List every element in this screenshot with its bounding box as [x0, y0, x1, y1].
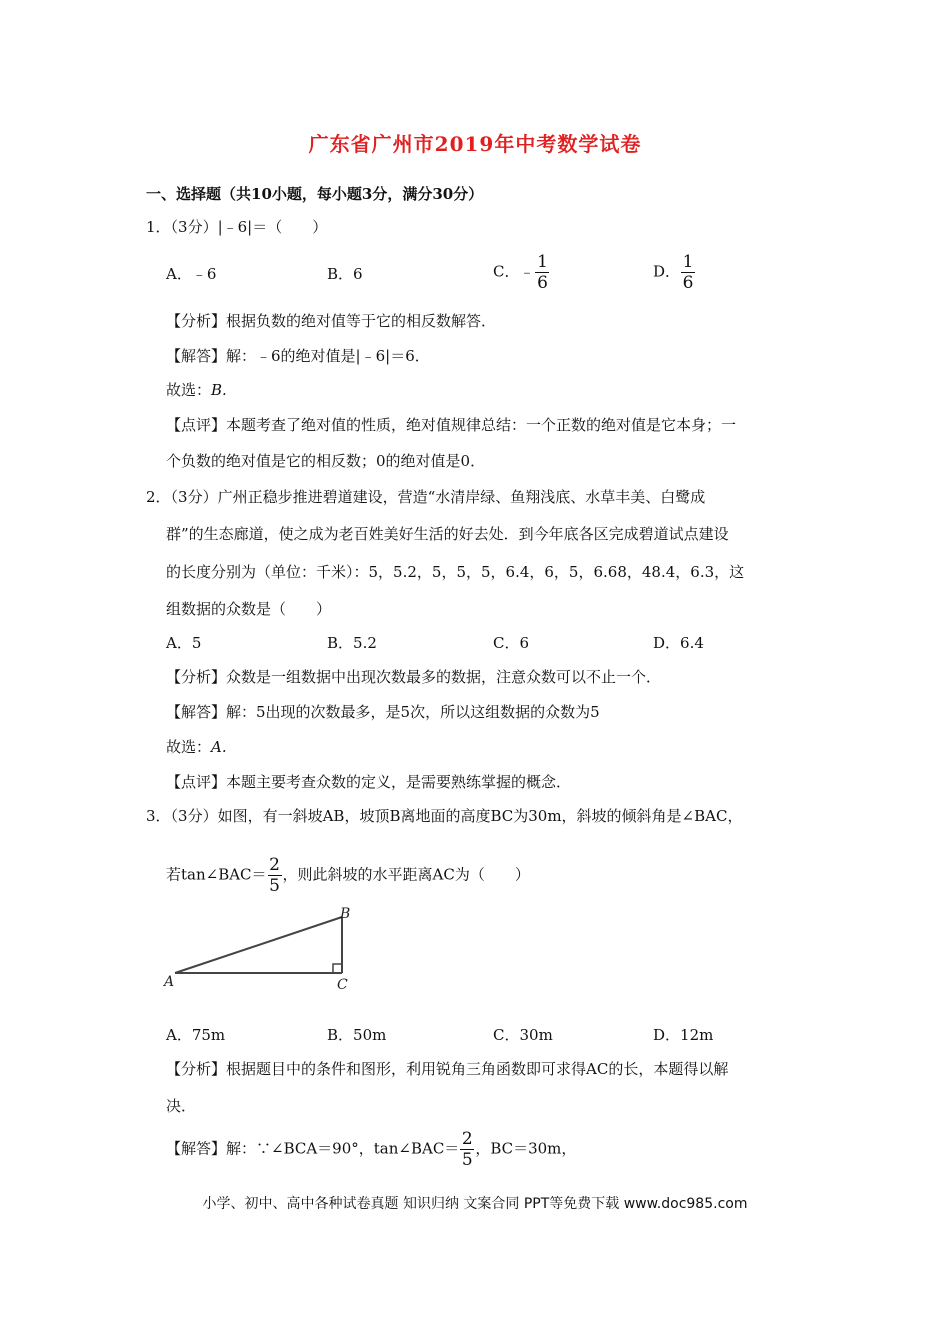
- q3-stem-line2: [166, 856, 530, 895]
- q2-stem-line2: 群”的生态廊道，使之成为老百姓美好生活的好去处．到今年底各区完成碧道试点建设: [166, 525, 729, 543]
- q1-option-d-fraction: [681, 253, 695, 292]
- q2-option-a: A．5: [166, 634, 202, 652]
- q3-stem-line2-pre: 若tan∠BAC＝: [166, 865, 267, 884]
- q2-option-d: D．6.4: [653, 634, 704, 652]
- q3-answer-post: ，BC＝30m，: [475, 1139, 577, 1158]
- choice-prefix: 故选：: [166, 381, 212, 399]
- q1-answer: 【解答】解：﹣6的绝对值是|﹣6|＝6．: [166, 347, 430, 365]
- fraction-denominator: 6: [682, 273, 694, 293]
- fraction-numerator: 1: [682, 252, 694, 272]
- vertex-label-b: B: [340, 906, 351, 922]
- q2-answer: 【解答】解：5出现的次数最多，是5次，所以这组数据的众数为5: [166, 703, 600, 721]
- slope-line-ab: [175, 917, 342, 973]
- q3-option-b: B．50m: [327, 1026, 387, 1044]
- slope-triangle-figure: [160, 900, 370, 1000]
- q3-stem-line2-post: ，则此斜坡的水平距离AC为（ ）: [282, 865, 530, 884]
- q3-analysis-line2: 决．: [166, 1097, 197, 1115]
- q1-option-c: [493, 253, 550, 292]
- q1-stem: 1．（3分）|﹣6|＝（ ）: [146, 218, 328, 236]
- q3-analysis-line1: 【分析】根据题目中的条件和图形，利用锐角三角函数即可求得AC的长，本题得以解: [166, 1060, 729, 1078]
- fraction-denominator: 6: [537, 273, 548, 293]
- vertex-label-a: A: [164, 974, 175, 990]
- q2-stem-line1: 2．（3分）广州正稳步推进碧道建设，营造“水清岸绿、鱼翔浅底、水草丰美、白鹭成: [146, 488, 706, 506]
- q1-analysis: 【分析】根据负数的绝对值等于它的相反数解答．: [166, 312, 497, 330]
- q1-choice: [166, 379, 227, 400]
- q3-option-a: A．75m: [166, 1026, 226, 1044]
- fraction-denominator: 5: [461, 1150, 473, 1170]
- fraction-numerator: 2: [269, 855, 280, 875]
- page-title: 广东省广州市2019年中考数学试卷: [308, 132, 642, 156]
- q2-comment: 【点评】本题主要考查众数的定义，是需要熟练掌握的概念．: [166, 773, 572, 791]
- q2-option-b: B．5.2: [327, 634, 377, 652]
- q1-option-c-prefix: C．﹣: [493, 262, 535, 281]
- q1-option-d-prefix: D．: [653, 262, 681, 281]
- q3-stem-line1: 3．（3分）如图，有一斜坡AB，坡顶B离地面的高度BC为30m，斜坡的倾斜角是∠BAC，: [146, 807, 743, 825]
- q3-answer-fraction: [460, 1130, 474, 1169]
- choice-letter: B.: [211, 381, 227, 399]
- q3-option-c: C．30m: [493, 1026, 553, 1044]
- right-angle-mark: [333, 964, 342, 973]
- q1-comment-line1: 【点评】本题考查了绝对值的性质，绝对值规律总结：一个正数的绝对值是它本身；一: [166, 416, 737, 434]
- q1-comment-line2: 个负数的绝对值是它的相反数；0的绝对值是0．: [166, 452, 486, 470]
- q2-analysis: 【分析】众数是一组数据中出现次数最多的数据，注意众数可以不止一个．: [166, 668, 662, 686]
- q3-answer-pre: 【解答】解：∵∠BCA＝90°，tan∠BAC＝: [166, 1139, 460, 1158]
- q3-answer: [166, 1130, 576, 1169]
- choice-prefix: 故选：: [166, 738, 212, 756]
- q2-choice: [166, 736, 227, 757]
- q3-stem-fraction: [268, 856, 282, 895]
- q1-option-a: A．﹣6: [166, 265, 217, 283]
- q2-option-c: C．6: [493, 634, 530, 652]
- footer-text: 小学、初中、高中各种试卷真题 知识归纳 文案合同 PPT等免费下载 www.doc985.com: [202, 1196, 748, 1212]
- fraction-numerator: 2: [461, 1129, 473, 1149]
- q1-option-c-fraction: [535, 253, 549, 292]
- choice-letter: A.: [211, 738, 227, 756]
- q1-option-d: [653, 253, 696, 292]
- fraction-numerator: 1: [537, 252, 548, 272]
- q3-option-d: D．12m: [653, 1026, 714, 1044]
- q2-stem-line3: 的长度分别为（单位：千米）：5，5.2，5，5，5，6.4，6，5，6.68，48.4，6.3，这: [166, 563, 745, 581]
- section-heading: 一、选择题（共10小题，每小题3分，满分30分）: [146, 185, 484, 203]
- vertex-label-c: C: [337, 977, 348, 993]
- fraction-denominator: 5: [269, 876, 280, 896]
- q2-stem-line4: 组数据的众数是（ ）: [166, 600, 332, 618]
- q1-option-b: B．6: [327, 265, 363, 283]
